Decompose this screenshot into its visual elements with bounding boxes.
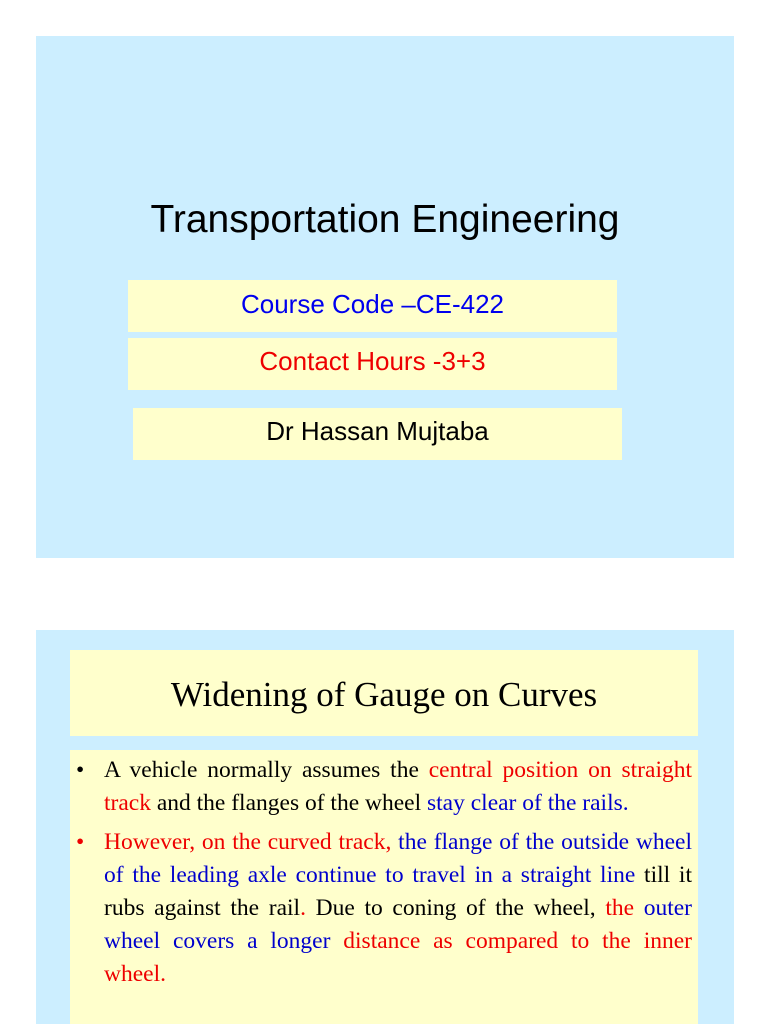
contact-hours-box	[128, 338, 617, 390]
bullet-text-segment: .	[300, 895, 306, 921]
bullet-text-segment: central position on straight track	[104, 757, 692, 816]
content-title-box	[70, 650, 698, 736]
author-box	[133, 408, 622, 460]
bullet-text-segment: till it rubs against the rail	[104, 862, 692, 921]
course-code-box	[128, 280, 617, 332]
bullet-marker: •	[76, 757, 85, 783]
bullet-text-segment: outer wheel covers a longer	[104, 895, 692, 954]
bullet-marker: •	[76, 829, 85, 855]
bullet-item	[76, 754, 692, 820]
bullet-text-segment: A vehicle normally assumes the	[104, 757, 429, 783]
bullet-list	[70, 750, 698, 991]
content-slide-title: Widening of Gauge on Curves	[170, 675, 598, 714]
bullet-text-segment: the flange of the outside wheel of the leading axle continue to travel in a straight line	[104, 829, 692, 888]
contact-hours-text: Contact Hours -3+3	[259, 346, 486, 376]
bullet-text-segment: and the flanges of the wheel	[150, 790, 427, 816]
bullet-text-segment: stay clear of the rails.	[427, 790, 629, 816]
content-body-box	[70, 750, 698, 1024]
bullet-item	[76, 826, 692, 991]
bullet-text-segment: distance as compared to the inner wheel.	[104, 928, 692, 987]
slide-title: Transportation Engineering	[150, 198, 620, 241]
course-code-text: Course Code –CE-422	[240, 289, 505, 319]
bullet-text-segment: Due to coning of the wheel,	[305, 895, 606, 921]
author-name: Dr Hassan Mujtaba	[266, 416, 489, 446]
title-slide	[36, 36, 734, 558]
bullet-text-segment: However, on the curved track,	[104, 829, 399, 855]
content-slide	[36, 630, 734, 1024]
bullet-text-segment: the	[605, 895, 644, 921]
